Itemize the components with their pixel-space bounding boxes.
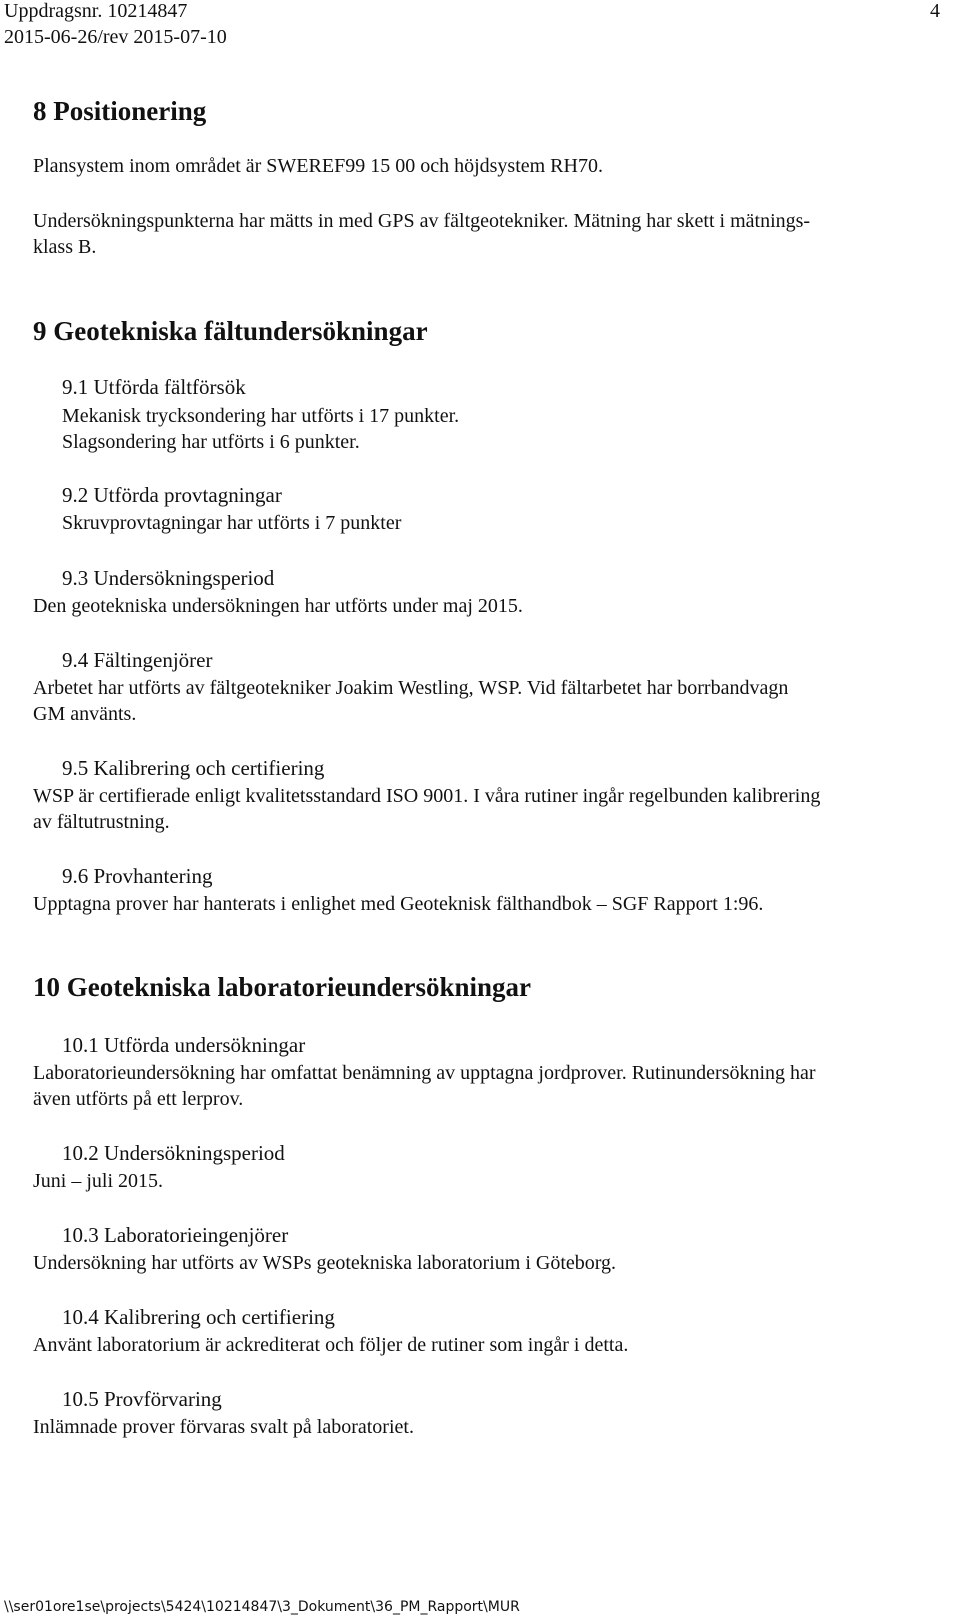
section-9-heading: 9 Geotekniska fältundersökningar — [33, 316, 428, 346]
section-8-heading: 8 Positionering — [33, 96, 207, 126]
subsection-text: Den geotekniska undersökningen har utförts under maj 2015. — [33, 595, 523, 617]
subsection-title: 9.1 Utförda fältförsök — [62, 375, 246, 399]
subsection-text: GM använts. — [33, 703, 137, 725]
subsection-text: Undersökning har utförts av WSPs geotekniska laboratorium i Göteborg. — [33, 1252, 617, 1274]
subsection-title: 9.2 Utförda provtagningar — [62, 483, 282, 507]
subsection-text: Skruvprovtagningar har utförts i 7 punkter — [62, 512, 402, 534]
subsection-title: 9.3 Undersökningsperiod — [62, 566, 275, 590]
subsection-title: 10.1 Utförda undersökningar — [62, 1033, 306, 1057]
subsection-text: Upptagna prover har hanterats i enlighet med Geoteknisk fälthandbok – SGF Rapport 1:96. — [33, 893, 764, 915]
document-date: 2015-06-26/rev 2015-07-10 — [4, 26, 227, 48]
subsection-text: Använt laboratorium är ackrediterat och följer de rutiner som ingår i detta. — [33, 1334, 629, 1356]
subsection-text: även utförts på ett lerprov. — [33, 1088, 244, 1110]
subsection-text: Laboratorieundersökning har omfattat benämning av upptagna jordprover. Rutinundersökning har — [33, 1062, 816, 1084]
subsection-text: av fältutrustning. — [33, 811, 170, 833]
subsection-text: WSP är certifierade enligt kvalitetsstandard ISO 9001. I våra rutiner ingår regelbunden kalibrering — [33, 785, 821, 807]
section-8-paragraph: klass B. — [33, 236, 97, 258]
subsection-title: 10.5 Provförvaring — [62, 1387, 222, 1411]
file-path-footer: \\ser01ore1se\projects\5424\10214847\3_Dokument\36_PM_Rapport\MUR — [4, 1599, 520, 1615]
assignment-number: Uppdragsnr. 10214847 — [4, 0, 188, 22]
subsection-text: Mekanisk trycksondering har utförts i 17 punkter. — [62, 405, 460, 427]
subsection-title: 9.5 Kalibrering och certifiering — [62, 756, 325, 780]
page-number: 4 — [930, 0, 940, 22]
subsection-title: 10.4 Kalibrering och certifiering — [62, 1305, 335, 1329]
section-10-heading: 10 Geotekniska laboratorieundersökningar — [33, 972, 532, 1002]
section-8-paragraph: Plansystem inom området är SWEREF99 15 00 och höjdsystem RH70. — [33, 155, 603, 177]
subsection-title: 9.6 Provhantering — [62, 864, 213, 888]
subsection-title: 10.3 Laboratorieingenjörer — [62, 1223, 289, 1247]
subsection-text: Arbetet har utförts av fältgeotekniker Joakim Westling, WSP. Vid fältarbetet har borrbandvagn — [33, 677, 789, 699]
subsection-text: Inlämnade prover förvaras svalt på laboratoriet. — [33, 1416, 414, 1438]
subsection-text: Slagsondering har utförts i 6 punkter. — [62, 431, 360, 453]
subsection-title: 10.2 Undersökningsperiod — [62, 1141, 285, 1165]
section-8-paragraph: Undersökningspunkterna har mätts in med GPS av fältgeotekniker. Mätning har skett i mätnings- — [33, 210, 811, 232]
subsection-title: 9.4 Fältingenjörer — [62, 648, 213, 672]
subsection-text: Juni – juli 2015. — [33, 1170, 164, 1192]
